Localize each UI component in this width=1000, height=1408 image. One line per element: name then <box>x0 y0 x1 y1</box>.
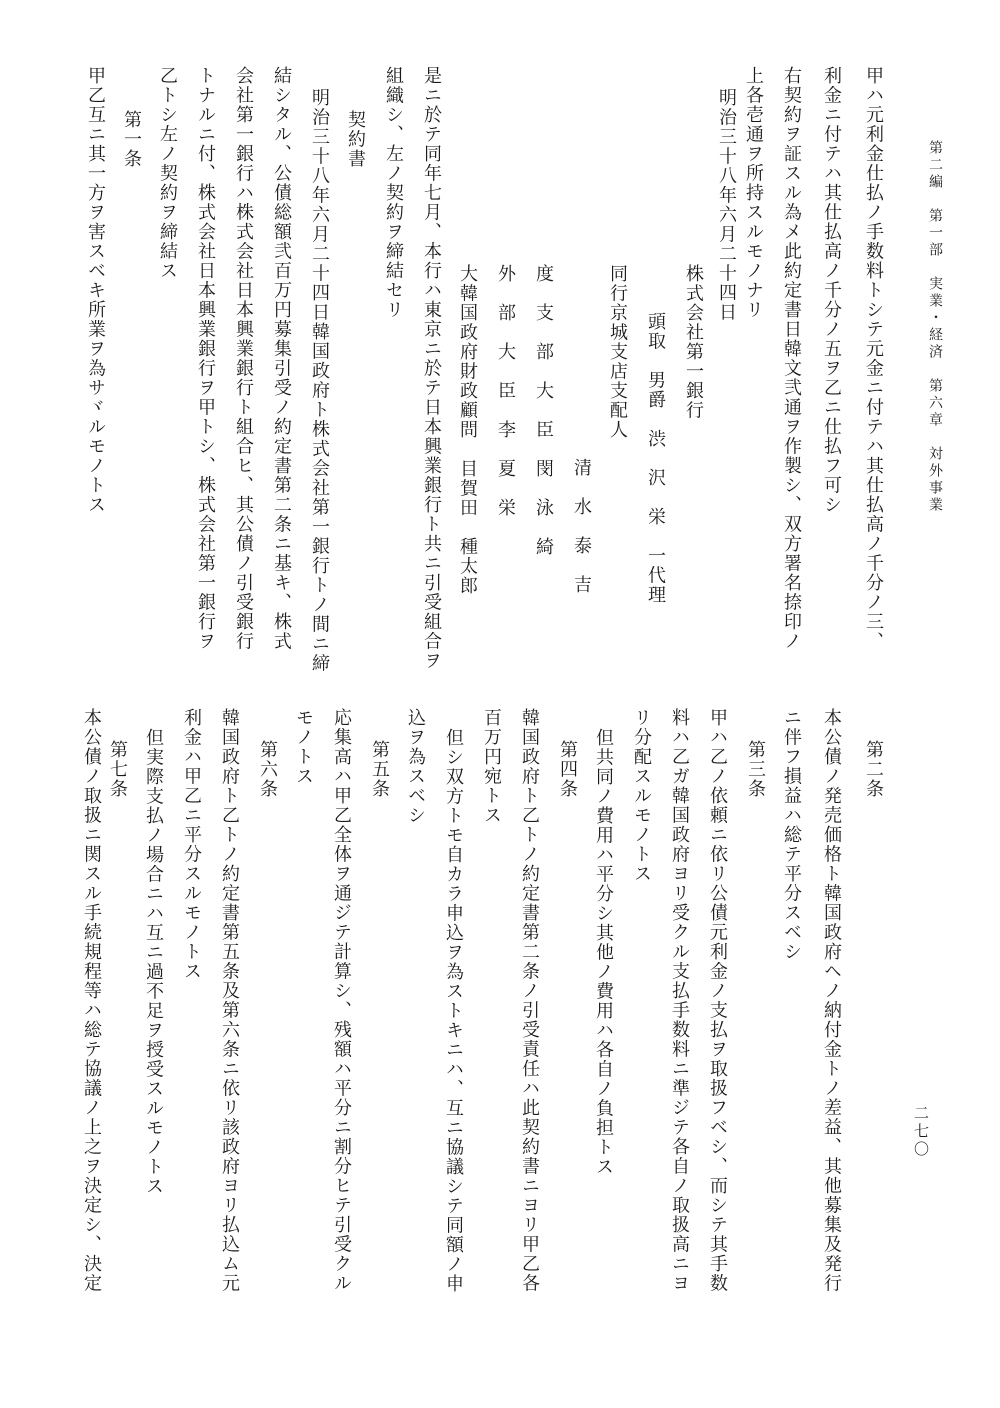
narrative-line: 組織シ、左ノ契約ヲ締結セリ <box>383 66 404 320</box>
signatory-foreign-minister: 外 部 大 臣 李 夏 栄 <box>495 264 516 518</box>
text-line: 利金ニ付テハ其仕払高ノ千分ノ五ヲ乙ニ仕払フ可シ <box>821 66 842 515</box>
text-line: 右契約ヲ証スル為メ此約定書日韓文弐通ヲ作製シ、双方署名捺印ノ <box>781 66 802 651</box>
article-3-title: 第三条 <box>745 740 766 799</box>
preamble-line: 会社第一銀行ハ株式会社日本興業銀行ト組合ヒ、其公債ノ引受銀行 <box>233 66 254 651</box>
article-6-text: 利金ハ甲乙ニ平分スルモノトス <box>181 708 202 981</box>
article-4-text: 韓国政府ト乙トノ約定書第二条ノ引受責任ハ此契約書ニヨリ甲乙各 <box>519 708 540 1293</box>
contract-date: 明治三十八年六月二十四日 <box>716 88 737 322</box>
preamble-line: 明治三十八年六月二十四日韓国政府ト株式会社第一銀行トノ間ニ締 <box>309 88 330 673</box>
article-2-title: 第二条 <box>863 740 884 799</box>
signatory-finance-minister: 度 支 部 大 臣 閔 泳 綺 <box>533 264 554 557</box>
narrative-line: 是ニ於テ同年七月、本行ハ東京ニ於テ日本興業銀行ト共ニ引受組合ヲ <box>421 66 442 671</box>
article-5-text: 応集高ハ甲乙全体ヲ通ジテ計算シ、残額ハ平分ニ割分ヒテ引受クル <box>331 708 352 1293</box>
article-4-title: 第四条 <box>557 740 578 799</box>
contract-title: 契約書 <box>345 110 366 169</box>
article-3-text: 甲ハ乙ノ依頼ニ依リ公債元利金ノ支払ヲ取扱フベシ、而シテ其手数 <box>707 708 728 1293</box>
article-4-text: 込ヲ為スベシ <box>405 708 426 825</box>
text-line: 甲ハ元利金仕払ノ手数料トシテ元金ニ付テハ其仕払高ノ千分ノ三、 <box>863 66 884 651</box>
running-head: 第二編 第一部 実業・経済 第六章 対外事業 <box>927 140 943 514</box>
preamble-line: トナルニ付、株式会社日本興業銀行ヲ甲トシ、株式会社第一銀行ヲ <box>195 66 216 651</box>
article-3-text: リ分配スルモノトス <box>631 708 652 884</box>
article-3-text: 料ハ乙ガ韓国政府ヨリ受クル支払手数料ニ準ジテ各自ノ取扱高ニヨ <box>669 708 690 1293</box>
page-number: 二七〇 <box>912 1105 930 1159</box>
signatory-advisor: 大韓国政府財政顧問 目賀田 種太郎 <box>457 264 478 596</box>
preamble-line: 結シタル、公債総額弐百万円募集引受ノ約定書第二条ニ基キ、株式 <box>271 66 292 651</box>
signatory-manager: 清 水 泰 吉 <box>571 458 592 595</box>
article-6-title: 第六条 <box>257 740 278 799</box>
signatory-president: 頭取 男爵 渋 沢 栄 一代理 <box>645 312 666 605</box>
article-5-text: モノトス <box>293 708 314 786</box>
article-1-text: 甲乙互ニ其一方ヲ害スベキ所業ヲ為サヾルモノトス <box>85 66 106 515</box>
article-7-title: 第七条 <box>107 740 128 799</box>
article-4-text: 百万円宛トス <box>481 708 502 825</box>
article-1-title: 第一条 <box>121 110 142 169</box>
article-6-text: 韓国政府ト乙トノ約定書第五条及第六条ニ依リ該政府ヨリ払込ム元 <box>219 708 240 1293</box>
article-2-text: 本公債ノ発売価格ト韓国政府ヘノ納付金トノ差益、其他募集及発行 <box>821 708 842 1293</box>
article-6-proviso: 但実際支払ノ場合ニハ互ニ過不足ヲ授受スルモノトス <box>143 728 164 1196</box>
article-2-text: ニ伴フ損益ハ総テ平分スベシ <box>781 708 802 962</box>
signatory-branch: 同行京城支店支配人 <box>607 264 628 440</box>
signatory-bank: 株式会社第一銀行 <box>683 264 704 420</box>
article-5-title: 第五条 <box>369 740 390 799</box>
article-7-text: 本公債ノ取扱ニ関スル手続規程等ハ総テ協議ノ上之ヲ決定シ、決定 <box>81 708 102 1293</box>
article-4-proviso: 但シ双方トモ自カラ申込ヲ為ストキニハ、互ニ協議シテ同額ノ申 <box>443 728 464 1294</box>
article-3-proviso: 但共同ノ費用ハ平分シ其他ノ費用ハ各自ノ負担トス <box>593 728 614 1177</box>
text-line: 上各壱通ヲ所持スルモノナリ <box>743 66 764 320</box>
preamble-line: 乙トシ左ノ契約ヲ締結ス <box>157 66 178 281</box>
